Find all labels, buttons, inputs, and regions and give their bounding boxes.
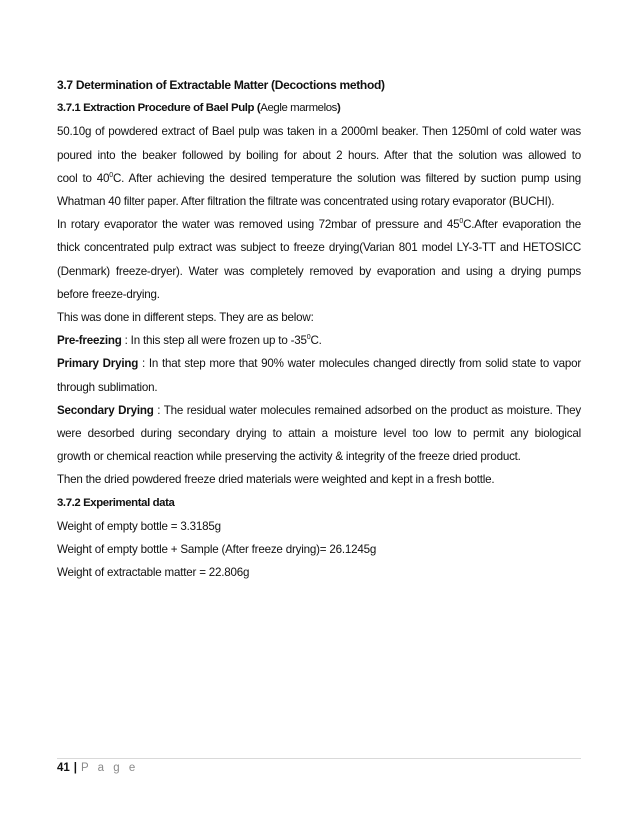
footer-separator: | <box>73 762 78 774</box>
primary-drying-label: Primary Drying <box>57 357 139 371</box>
species-name: Aegle marmelos <box>260 102 337 115</box>
para1-line-4: Whatman 40 filter paper. After filtration the filtrate was concentrated using rotary evaporator (BUCHI). <box>57 195 555 209</box>
secondary-drying-line-2: were desorbed during secondary drying to attain a moisture level too low to permit any biological <box>57 427 581 441</box>
secondary-drying-text: : The residual water molecules remained adsorbed on the product as moisture. They <box>153 403 581 417</box>
subsection-heading-suffix: ) <box>336 102 341 115</box>
secondary-drying-line-1 <box>57 399 581 422</box>
degree-sup-2: 0 <box>459 218 464 226</box>
para1-line-5a: In rotary evaporator the water was removed using 72mbar of pressure and 45 <box>57 218 460 232</box>
para1-line-6: thick concentrated pulp extract was subject to freeze drying(Varian 801 model LY-3-TT and HETOSICC <box>57 241 581 255</box>
subsection-heading <box>57 97 581 120</box>
para1-line-5 <box>57 213 581 236</box>
para1-line-8: before freeze-drying. <box>57 287 160 301</box>
closing-line: Then the dried powdered freeze dried materials were weighted and kept in a fresh bottle. <box>57 473 495 487</box>
page-number: 41 <box>57 762 70 774</box>
para1-line-7: (Denmark) freeze-dryer). Water was completely removed by evaporation and using a drying pumps <box>57 264 581 278</box>
footer-divider <box>57 758 581 759</box>
primary-drying-line-2: through sublimation. <box>57 380 158 394</box>
primary-drying-line-1 <box>57 352 581 375</box>
steps-intro: This was done in different steps. They are as below: <box>57 311 314 325</box>
data-line-bottle-sample: Weight of empty bottle + Sample (After freeze drying)= 26.1245g <box>57 543 377 557</box>
pre-freezing-text: : In this step all were frozen up to -35 <box>121 334 307 348</box>
para1-line-2: poured into the beaker followed by boiling for about 2 hours. After that the solution was allowed to <box>57 148 581 162</box>
experimental-heading: 3.7.2 Experimental data <box>57 496 175 509</box>
para1-line-3 <box>57 167 581 190</box>
primary-drying-text: : In that step more that 90% water molecules changed directly from solid state to vapor <box>138 357 581 371</box>
secondary-drying-line-3: growth or chemical reaction while preserving the activity & integrity of the freeze dried product. <box>57 450 521 464</box>
para1-line-3b: C. After achieving the desired temperature the solution was filtered by suction pump using <box>112 171 581 185</box>
subsection-heading-prefix: 3.7.1 Extraction Procedure of Bael Pulp ( <box>57 102 261 115</box>
pre-freezing-unit: C. <box>310 334 322 348</box>
secondary-drying-label: Secondary Drying <box>57 403 154 417</box>
data-line-extractable-matter: Weight of extractable matter = 22.806g <box>57 566 250 580</box>
pre-freezing-label: Pre-freezing <box>57 334 122 348</box>
page-label: P a g e <box>81 762 139 774</box>
degree-sup-3: 0 <box>306 334 311 342</box>
section-heading: 3.7 Determination of Extractable Matter (Decoctions method) <box>57 78 385 92</box>
degree-sup-1: 0 <box>109 171 113 179</box>
para1-line-3a: cool to 40 <box>57 171 110 185</box>
para1-line-5b: C.After evaporation the <box>463 218 581 232</box>
pre-freezing-step <box>57 329 581 352</box>
data-line-empty-bottle: Weight of empty bottle = 3.3185g <box>57 519 221 533</box>
page-footer <box>57 760 138 776</box>
para1-line-1: 50.10g of powdered extract of Bael pulp was taken in a 2000ml beaker. Then 1250ml of cold water was <box>57 125 581 139</box>
document-body <box>57 74 581 584</box>
